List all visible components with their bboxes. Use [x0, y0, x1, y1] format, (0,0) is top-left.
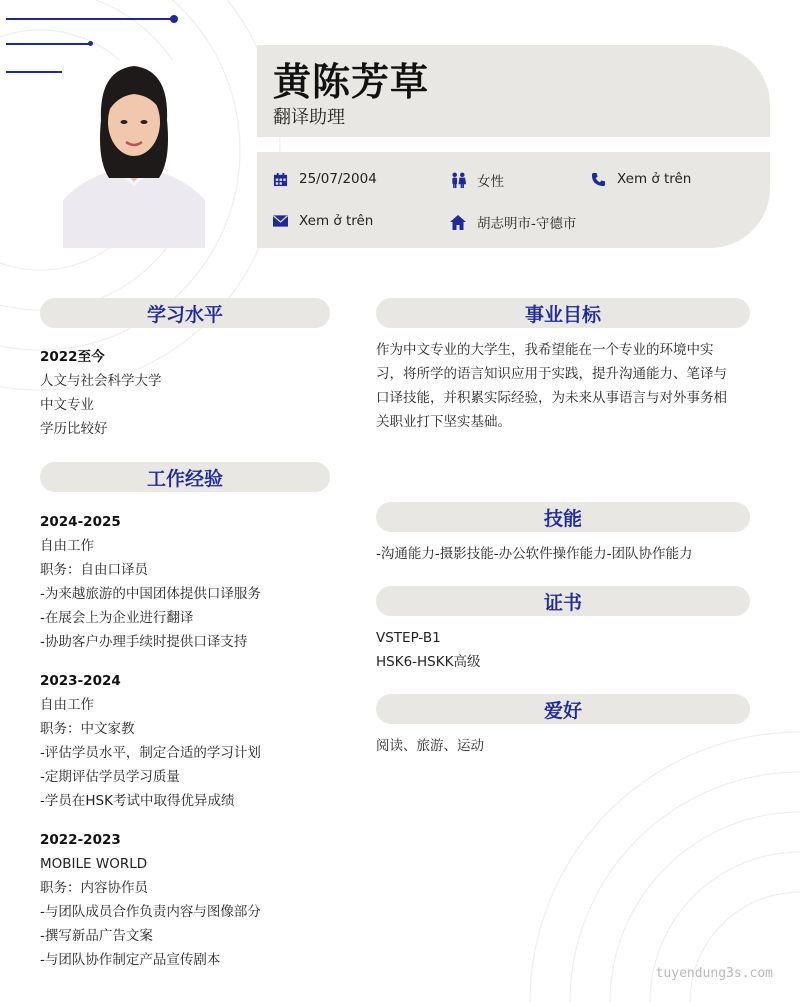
job-period: 2024-2025 [40, 514, 121, 530]
certificates-list [376, 626, 756, 674]
education-heading: 学习水平 [40, 298, 330, 328]
objective-text [376, 338, 756, 434]
job-line: -定期评估学员学习质量 [40, 769, 180, 785]
decor-line-2 [6, 43, 90, 45]
job-entry [40, 828, 340, 972]
skills-heading: 技能 [376, 502, 750, 532]
gender-item [449, 170, 504, 190]
candidate-role: 翻译助理 [273, 107, 345, 128]
header-name-panel [257, 45, 770, 137]
skills-text: -沟通能力-摄影技能-办公软件操作能力-团队协作能力 [376, 546, 693, 562]
hobbies-heading: 爱好 [376, 694, 750, 724]
education-line: 人文与社会科学大学 [40, 373, 162, 389]
job-line: MOBILE WORLD [40, 856, 148, 872]
education-section [40, 345, 330, 441]
certificate-item: HSK6-HSKK高级 [376, 654, 481, 670]
birthdate-value: 25/07/2004 [299, 171, 377, 187]
job-period: 2023-2024 [40, 673, 121, 689]
job-line: -与团队协作制定产品宣传剧本 [40, 952, 221, 968]
education-period: 2022至今 [40, 349, 105, 365]
certificates-heading: 证书 [376, 586, 750, 616]
job-line: -评估学员水平，制定合适的学习计划 [40, 745, 261, 761]
hobbies-text: 阅读、旅游、运动 [376, 738, 484, 754]
job-line: -学员在HSK考试中取得优异成绩 [40, 793, 235, 809]
objective-line: 作为中文专业的大学生，我希望能在一个专业的环境中实 [376, 342, 714, 358]
job-line: -在展会上为企业进行翻译 [40, 610, 194, 626]
address-item [449, 212, 576, 232]
watermark: tuyendung3s.com [655, 966, 773, 981]
job-line: -与团队成员合作负责内容与图像部分 [40, 904, 261, 920]
objective-line: 口译技能，并积累实际经验，为未来从事语言与对外事务相 [376, 390, 727, 406]
decor-line-1 [6, 18, 174, 20]
job-entry [40, 510, 340, 654]
certificate-item: VSTEP-B1 [376, 630, 441, 646]
objective-line: 习，将所学的语言知识应用于实践，提升沟通能力、笔译与 [376, 366, 727, 382]
education-line: 学历比较好 [40, 421, 108, 437]
objective-heading: 事业目标 [376, 298, 750, 328]
education-line: 中文专业 [40, 397, 94, 413]
gender-value: 女性 [477, 174, 504, 190]
address-value: 胡志明市-守德市 [477, 216, 577, 232]
job-line: 职务：中文家教 [40, 721, 135, 737]
home-icon [449, 213, 467, 231]
email-value: Xem ở trên [299, 213, 374, 229]
phone-value: Xem ở trên [617, 171, 692, 187]
profile-photo [63, 60, 205, 248]
phone-icon [589, 170, 607, 188]
experience-heading: 工作经验 [40, 462, 330, 492]
job-line: 职务：内容协作员 [40, 880, 148, 896]
job-entry [40, 669, 340, 813]
email-item [271, 212, 373, 230]
decor-line-3 [6, 71, 62, 73]
job-line: 自由工作 [40, 697, 94, 713]
mail-icon [271, 212, 289, 230]
candidate-name: 黄陈芳草 [273, 60, 430, 104]
contact-info-panel [257, 152, 770, 248]
people-icon [449, 171, 467, 189]
job-line: -撰写新品广告文案 [40, 928, 153, 944]
job-line: -为来越旅游的中国团体提供口译服务 [40, 586, 261, 602]
phone-item [589, 170, 691, 188]
job-period: 2022-2023 [40, 832, 121, 848]
calendar-icon [271, 170, 289, 188]
job-line: 自由工作 [40, 538, 94, 554]
birthdate-item [271, 170, 377, 188]
job-line: 职务：自由口译员 [40, 562, 148, 578]
objective-line: 关职业打下坚实基础。 [376, 414, 511, 430]
job-line: -协助客户办理手续时提供口译支持 [40, 634, 248, 650]
